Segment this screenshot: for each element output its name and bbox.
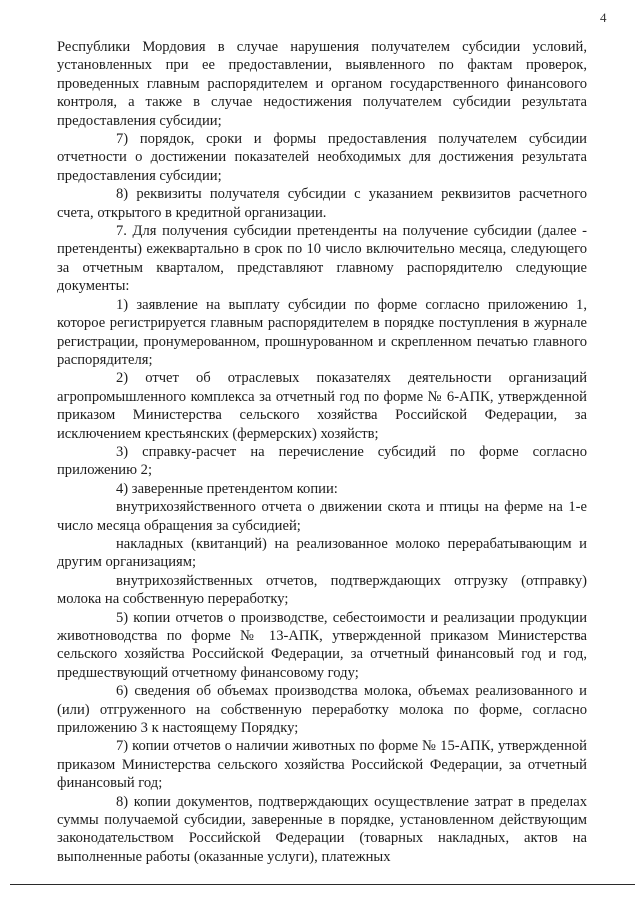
paragraph: внутрихозяйственных отчетов, подтверждающих отгрузку (отправку) молока на собственную переработку; [57, 572, 587, 608]
paragraph: 4) заверенные претендентом копии: [116, 480, 338, 497]
paragraph: 1) заявление на выплату субсидии по форме согласно приложению 1, которое регистрируется главным распорядителем в порядке поступления в журнале регистрации, пронумерованном, прошнурованном и скрепленном печатью главного распорядителя; [57, 296, 587, 368]
paragraph: Республики Мордовия в случае нарушения получателем субсидии условий, установленных при ее предоставлении, выявленного по фактам проверок, проведенных главным распорядителем и органом государственного финансового контроля, а также в случае недостижения получателем субсидии результата предоставления субсидии; [57, 39, 587, 129]
paragraph: 7. Для получения субсидии претенденты на получение субсидии (далее - претенденты) ежеквартально в срок по 10 число включительно месяца, следующего за отчетным кварталом, представляют главному распорядителю следующие документы: [57, 223, 587, 295]
paragraph: внутрихозяйственного отчета о движении скота и птицы на ферме на 1-е число месяца обращения за субсидией; [57, 499, 587, 534]
paragraph: 8) реквизиты получателя субсидии с указанием реквизитов расчетного счета, открытого в кредитной организации. [57, 186, 587, 221]
paragraph: 7) копии отчетов о наличии животных по форме № 15-АПК, утвержденной приказом Министерства сельского хозяйства Российской Федерации, за отчетный финансовый год; [57, 738, 587, 792]
document-body [57, 38, 587, 866]
paragraph: 8) копии документов, подтверждающих осуществление затрат в пределах суммы получаемой субсидии, заверенные в порядке, установленном действующим законодательством Российской Федерации (товарных накладных, актов на выполненные работы (оказанные услуги), платежных [57, 793, 587, 865]
paragraph: 3) справку-расчет на перечисление субсидий по форме согласно приложению 2; [57, 443, 587, 479]
paragraph: 7) порядок, сроки и формы предоставления получателем субсидии отчетности о достижении показателей необходимых для достижения результата предоставления субсидии; [57, 131, 587, 184]
paragraph: 6) сведения об объемах производства молока, объемах реализованного и (или) отгруженного на собственную переработку молока по форме, согласно приложению 3 к настоящему Порядку; [57, 683, 587, 737]
paragraph: накладных (квитанций) на реализованное молоко перерабатывающим и другим организациям; [57, 535, 587, 571]
page-bottom-rule [10, 884, 635, 885]
paragraph: 5) копии отчетов о производстве, себестоимости и реализации продукции животноводства по форме № 13-АПК, утвержденной приказом Министерства сельского хозяйства Российской Федерации, за отчетный финансовый год и год, предшествующий отчетному финансовому году; [57, 609, 587, 681]
page-number: 4 [600, 10, 607, 25]
paragraph: 2) отчет об отраслевых показателях деятельности организаций агропромышленного комплекса за отчетный год по форме № 6-АПК, утвержденной приказом Министерства сельского хозяйства Российской Федерации, за исключением крестьянских (фермерских) хозяйств; [57, 370, 587, 442]
